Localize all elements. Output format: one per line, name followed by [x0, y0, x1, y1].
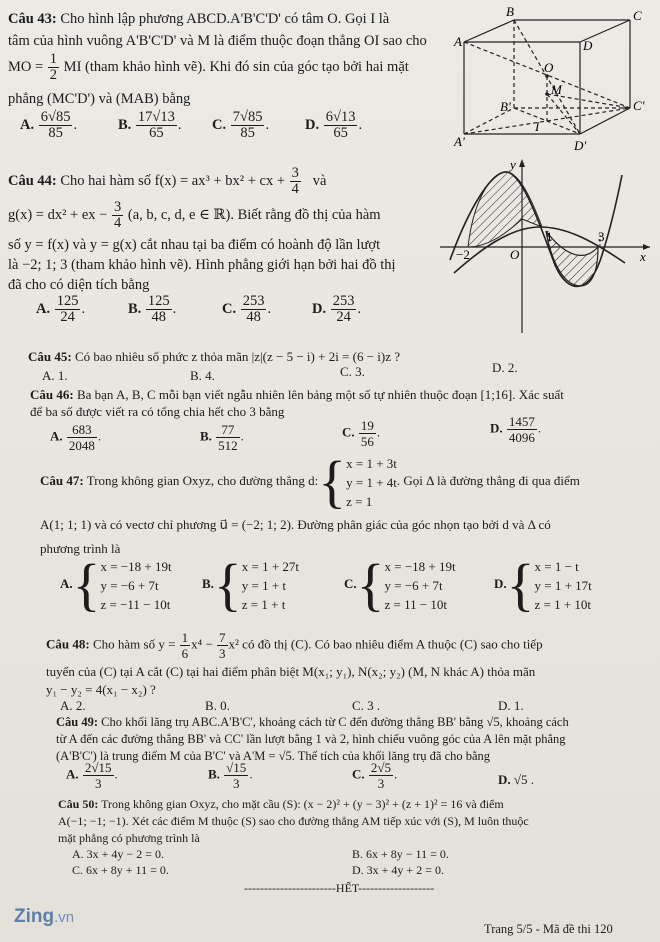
q44-option-d: D. $\frac{253}{24}$ .	[312, 293, 362, 325]
end-mark: -----------------------HẾT-------------------	[244, 881, 435, 895]
q50-option-d: D. 3x + 4y + 2 = 0.	[352, 863, 444, 877]
q45-option-c: C. 3.	[340, 364, 365, 379]
q45-line: Câu 45: Có bao nhiêu số phức z thỏa mãn |z|(z − 5 − i) + 2i = (6 − i)z ?	[28, 349, 401, 364]
q49-line1: Câu 49: Cho khối lăng trụ ABC.A'B'C', khoảng cách từ C đến đường thẳng BB' bằng √5, khoảng cách	[56, 715, 569, 729]
q43-line3: MO = $\frac{1}{2}$ MI (tham khảo hình vẽ). Khi đó sin của góc tạo bởi hai mặt	[8, 51, 409, 83]
q43-line1: Câu 43: Cho hình lập phương ABCD.A'B'C'D' có tâm O. Gọi I là	[8, 11, 390, 27]
q50-line2: A(−1; −1; −1). Xét các điểm M thuộc (S) sao cho đường thẳng AM tiếp xúc với (S), M luôn thuộc	[58, 814, 529, 828]
q43-option-c: C. $\frac{7√85}{85}$ .	[212, 109, 270, 141]
q49-option-a: A. $\frac{2√15}{3}$ .	[66, 760, 118, 791]
q45-option-d: D. 2.	[492, 360, 518, 375]
q49-option-c: C. $\frac{2√5}{3}$ .	[352, 760, 398, 791]
label-b-prime: B'	[500, 99, 511, 114]
q44-line5: đã cho có diện tích bằng	[8, 277, 150, 293]
label-m: M	[551, 82, 562, 97]
q48-line1: Câu 48: Cho hàm số y = $\frac{1}{6}$ x⁴ − $\frac{7}{3}$ x² có đồ thị (C). Có bao nhiêu điểm A thuộc (C) sao cho tiếp	[46, 630, 543, 661]
q48-option-c: C. 3 .	[352, 698, 381, 713]
page-footer: Trang 5/5 - Mã đề thi 120	[484, 922, 613, 936]
q43-option-d: D. $\frac{6√13}{65}$ .	[305, 109, 363, 141]
q43-option-a: A. $\frac{6√85}{85}$ .	[20, 109, 78, 141]
tick-3: 3	[598, 229, 605, 244]
q48-option-a: A. 2.	[60, 698, 86, 713]
q44-option-a: A. $\frac{125}{24}$ .	[36, 293, 86, 325]
q50-option-b: B. 6x + 8y − 11 = 0.	[352, 847, 449, 861]
origin-label: O	[510, 247, 520, 262]
q48-line3: y₁ − y₂ = 4(x₁ − x₂) ?	[46, 682, 156, 697]
label-a: A	[454, 34, 462, 49]
q43-line4: phẳng (MC'D') và (MAB) bằng	[8, 91, 191, 107]
q44-line4: là −2; 1; 3 (tham khảo hình vẽ). Hình phẳng giới hạn bởi hai đồ thị	[8, 257, 396, 273]
label-o: O	[544, 60, 554, 75]
label-c-prime: C'	[633, 98, 645, 113]
q49-option-b: B. $\frac{√15}{3}$ .	[208, 760, 253, 791]
q45-option-b: B. 4.	[190, 368, 215, 383]
q47-line1: Câu 47: Trong không gian Oxyz, cho đường thẳng d:{ x = 1 + 3t y = 1 + 4t z = 1 . Gọi Δ là đường thẳng đi qua điểm	[40, 449, 580, 514]
line-d-system: x = 1 + 3t y = 1 + 4t z = 1	[346, 455, 397, 509]
q48-line2: tuyến của (C) tại A cắt (C) tại hai điểm phân biệt M(x₁; y₁), N(x₂; y₂) (M, N khác A) thỏa mãn	[46, 664, 536, 679]
q46-line2: để ba số được viết ra có tổng chia hết cho 3 bằng	[30, 404, 285, 419]
q47-option-d: D.{ x = 1 − t y = 1 + 17t z = 1 + 10t	[494, 552, 592, 617]
label-d-prime: D'	[574, 138, 587, 153]
q43-option-b: B. $\frac{17√13}{65}$ .	[118, 109, 182, 141]
axis-x-label: x	[640, 249, 646, 264]
q50-option-c: C. 6x + 8y + 11 = 0.	[72, 863, 169, 877]
q44-line1: Câu 44: Cho hai hàm số f(x) = ax³ + bx² + cx + $\frac{3}{4}$ và	[8, 165, 327, 197]
label-c: C	[633, 8, 642, 23]
q46-option-d: D. $\frac{1457}{4096}$ .	[490, 414, 542, 445]
tick-1: 1	[546, 229, 553, 244]
q45-option-a: A. 1.	[42, 368, 68, 383]
q46-option-b: B. $\frac{77}{512}$ .	[200, 422, 244, 453]
q46-option-a: A. $\frac{683}{2048}$ .	[50, 422, 102, 453]
q50-option-a: A. 3x + 4y − 2 = 0.	[72, 847, 164, 861]
q47-option-a: A.{ x = −18 + 19t y = −6 + 7t z = −11 − 10t	[60, 552, 172, 617]
q48-option-d: D. 1.	[498, 698, 524, 713]
q46-option-c: C. $\frac{19}{56}$ .	[342, 418, 381, 449]
label-b: B	[506, 6, 514, 19]
fraction: $\frac{1}{2}$	[49, 51, 58, 83]
label-i: I	[535, 119, 540, 134]
label-d: D	[583, 38, 593, 53]
zing-logo: Zing.vn	[14, 906, 75, 927]
q49-line2: từ A đến các đường thẳng BB' và CC' lần lượt bằng 1 và 2, hình chiếu vuông góc của A lên mặt phẳng	[56, 732, 566, 746]
point-m	[545, 92, 549, 96]
q47-option-c: C.{ x = −18 + 19t y = −6 + 7t z = 11 − 10t	[344, 552, 456, 617]
question-number: Câu 43:	[8, 11, 57, 27]
q47-line3: phương trình là	[40, 541, 121, 556]
function-graph	[440, 155, 655, 335]
q49-option-d: D. √5 .	[498, 772, 535, 787]
axis-y-label: y	[510, 157, 516, 172]
q47-option-b: B.{ x = 1 + 27t y = 1 + t z = 1 + t	[202, 552, 300, 617]
q49-line3: (A'B'C') là trung điểm M của B'C' và A'M = √5. Thể tích của khối lăng trụ đã cho bằng	[56, 749, 491, 763]
label-a-prime: A'	[454, 134, 465, 149]
q44-line3: số y = f(x) và y = g(x) cắt nhau tại ba điểm có hoành độ lần lượt	[8, 237, 381, 253]
q50-line1: Câu 50: Trong không gian Oxyz, cho mặt cầu (S): (x − 2)² + (y − 3)² + (z + 1)² = 16 và điểm	[58, 797, 504, 811]
tick-minus-2: −2	[456, 247, 470, 262]
q47-line2: A(1; 1; 1) và có vectơ chỉ phương u⃗ = (−2; 1; 2). Đường phân giác của góc nhọn tạo bởi d và Δ có	[40, 517, 551, 532]
q46-line1: Câu 46: Ba bạn A, B, C mỗi bạn viết ngẫu nhiên lên bảng một số tự nhiên thuộc đoạn [1;16]. Xác suất	[30, 387, 564, 402]
q50-line3: mặt phẳng có phương trình là	[58, 831, 200, 845]
cube-figure	[452, 6, 652, 154]
q48-option-b: B. 0.	[205, 698, 230, 713]
q44-option-b: B. $\frac{125}{48}$ .	[128, 293, 177, 325]
q44-line2: g(x) = dx² + ex − $\frac{3}{4}$ (a, b, c, d, e ∈ ℝ). Biết rằng đồ thị của hàm	[8, 199, 381, 231]
q43-line2: tâm của hình vuông A'B'C'D' và M là điểm thuộc đoạn thẳng OI sao cho	[8, 33, 427, 49]
q44-option-c: C. $\frac{253}{48}$ .	[222, 293, 272, 325]
